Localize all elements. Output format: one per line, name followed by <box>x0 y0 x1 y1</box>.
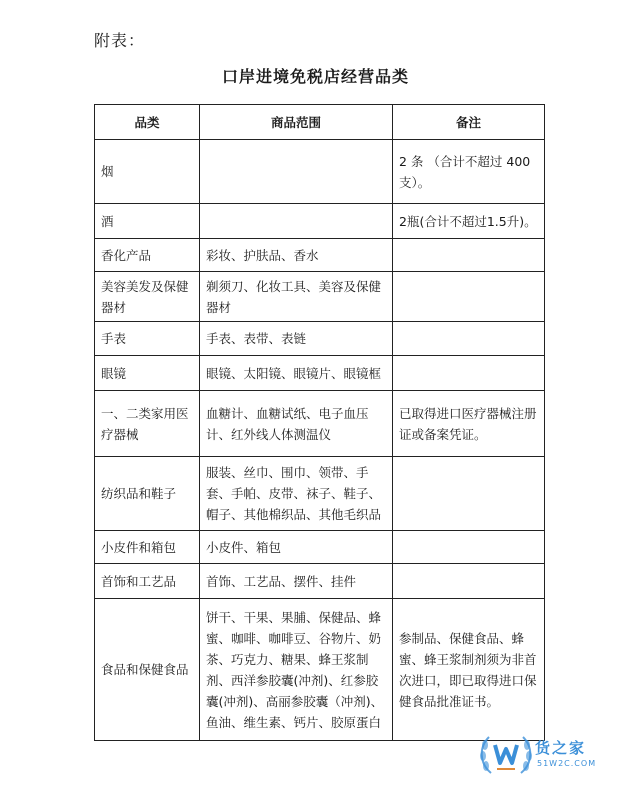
watermark <box>477 731 617 779</box>
note-cell <box>393 239 545 272</box>
table-row <box>95 356 545 391</box>
note-cell <box>393 531 545 564</box>
scope-cell: 彩妆、护肤品、香水 <box>200 239 393 272</box>
scope-cell <box>200 140 393 204</box>
watermark-domain: 51W2C.COM <box>537 759 597 768</box>
header-scope: 商品范围 <box>200 105 393 140</box>
note-cell: 2瓶(合计不超过1.5升)。 <box>393 204 545 239</box>
scope-cell: 血糖计、血糖试纸、电子血压计、红外线人体测温仪 <box>200 391 393 457</box>
note-cell <box>393 356 545 391</box>
category-cell: 眼镜 <box>95 356 200 391</box>
table-row <box>95 599 545 741</box>
page-title: 口岸进境免税店经营品类 <box>221 67 409 86</box>
scope-cell <box>200 204 393 239</box>
category-cell: 手表 <box>95 322 200 356</box>
category-cell: 酒 <box>95 204 200 239</box>
table-row <box>95 564 545 599</box>
category-cell: 一、二类家用医疗器械 <box>95 391 200 457</box>
category-cell: 纺织品和鞋子 <box>95 457 200 531</box>
category-table <box>94 104 545 741</box>
table-row <box>95 531 545 564</box>
watermark-brand: 货之家 <box>535 739 587 757</box>
note-cell: 已取得进口医疗器械注册证或备案凭证。 <box>393 391 545 457</box>
scope-cell: 首饰、工艺品、摆件、挂件 <box>200 564 393 599</box>
table-row <box>95 272 545 322</box>
note-cell <box>393 272 545 322</box>
table-row <box>95 391 545 457</box>
table-row <box>95 204 545 239</box>
category-cell: 烟 <box>95 140 200 204</box>
note-cell <box>393 457 545 531</box>
laurel-logo-icon <box>477 731 537 779</box>
note-cell <box>393 564 545 599</box>
scope-cell: 手表、表带、表链 <box>200 322 393 356</box>
category-cell: 美容美发及保健器材 <box>95 272 200 322</box>
note-cell: 参制品、保健食品、蜂蜜、蜂王浆制剂须为非首次进口，即已取得进口保健食品批准证书。 <box>393 599 545 741</box>
table-row <box>95 457 545 531</box>
table-row <box>95 239 545 272</box>
table-header-row <box>95 105 545 140</box>
table-row <box>95 140 545 204</box>
scope-cell: 眼镜、太阳镜、眼镜片、眼镜框 <box>200 356 393 391</box>
appendix-caption: 附表： <box>94 31 146 50</box>
category-cell: 首饰和工艺品 <box>95 564 200 599</box>
scope-cell: 饼干、干果、果脯、保健品、蜂蜜、咖啡、咖啡豆、谷物片、奶茶、巧克力、糖果、蜂王浆制剂、西洋参胶囊(冲剂)、红参胶囊(冲剂)、高丽参胶囊（冲剂)、鱼油、维生素、钙片、胶原蛋白 <box>200 599 393 741</box>
table-row <box>95 322 545 356</box>
category-cell: 食品和保健食品 <box>95 599 200 741</box>
scope-cell: 剃须刀、化妆工具、美容及保健器材 <box>200 272 393 322</box>
header-category: 品类 <box>95 105 200 140</box>
note-cell <box>393 322 545 356</box>
scope-cell: 小皮件、箱包 <box>200 531 393 564</box>
scope-cell: 服装、丝巾、围巾、领带、手套、手帕、皮带、袜子、鞋子、帽子、其他棉织品、其他毛织品 <box>200 457 393 531</box>
category-cell: 香化产品 <box>95 239 200 272</box>
category-cell: 小皮件和箱包 <box>95 531 200 564</box>
header-note: 备注 <box>393 105 545 140</box>
note-cell: 2 条 （合计不超过 400 支）。 <box>393 140 545 204</box>
